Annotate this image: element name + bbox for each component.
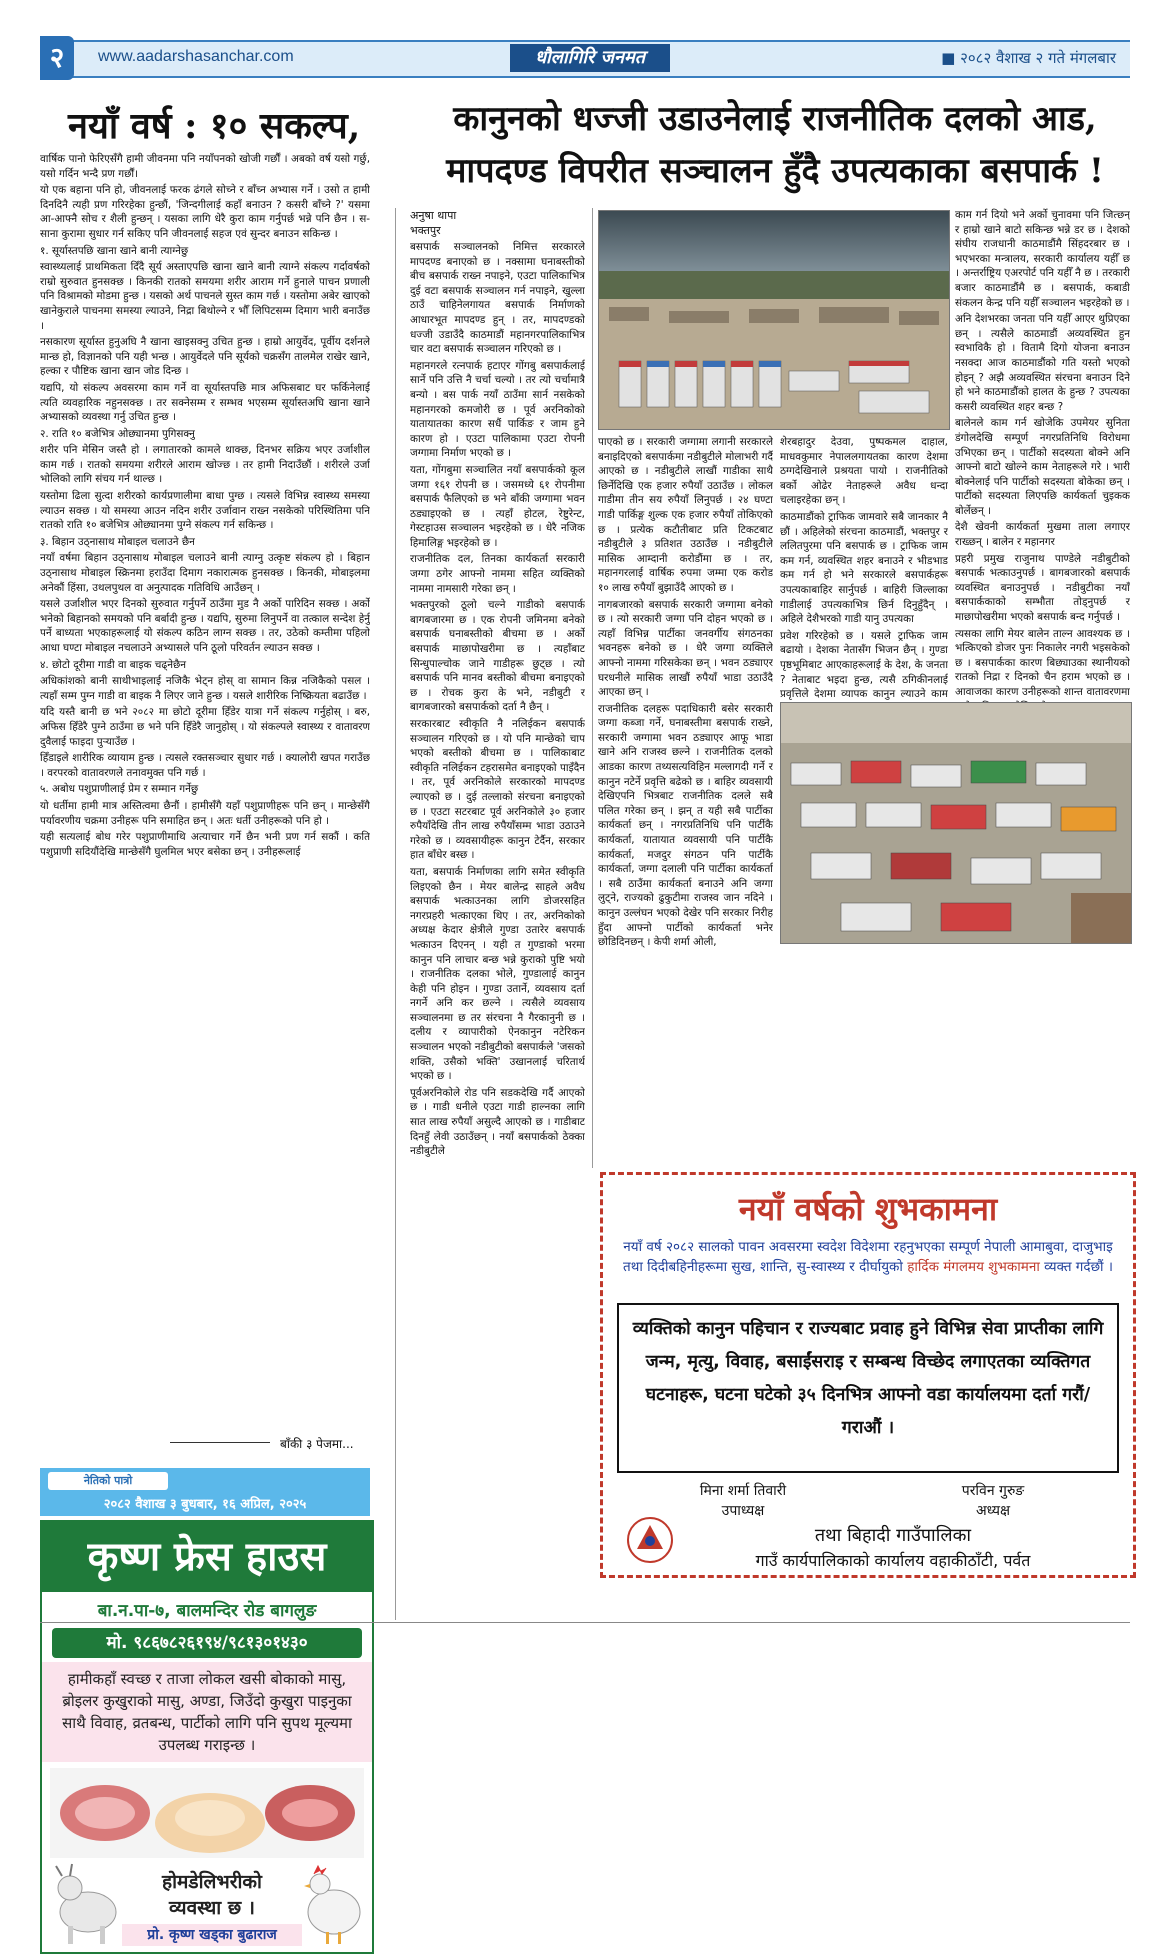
left-article-body — [40, 152, 370, 1430]
main-article-col4 — [955, 208, 1130, 1148]
article-paragraph: यता, बसपार्क निर्माणका लागि समेत स्वीकृति लिइएको छैन । मेयर बालेन्द्र साहले अवैध बसपार्क भत्काउनका लागि डोजरसहित नगरप्रहरी भत्काएका थिए । तर, अरनिकोको अध्यक्ष केदार क्षेत्रीले गुण्डा उतारेर बसपार्क भत्काउन दिएनन् । यही त गुण्डाको भरमा कानुन पनि लाचार बन्छ भन्ने कुराको पुष्टि भयो । राजनीतिक दलका भोले, गुण्डालाई कानुन केही पनि होइन । गुण्डा उतार्ने, व्यवसाय दर्ता नगर्ने अनि कर छल्ने । त्यसैले व्यवसाय सञ्चालनमा छ तर संरचना नै गैरकानुनी छ । दलीय र व्यापारीको ऐनकानुन नटेरिकन सञ्चालन भएको नडीबुटीको बसपार्कले 'जसको शक्ति, उसैको भक्ति' उखानलाई चरितार्थ भएको छ । — [410, 865, 585, 1083]
byline-name: अनुषा थापा — [410, 209, 457, 222]
article-paragraph: यदि यस्तै बानी छ भने २०८२ मा छोटो दूरीमा हिँडेर यात्रा गर्ने संकल्प गर्नुहोस् । बरु, अफिस हिँडेरै पुग्ने ठाउँमा छ भने पनि हिँडेरै जानुहोस् । यो संकल्पले स्वास्थ्य र वातावरण दुवैलाई फाइदा पुऱ्याउँछ । — [40, 706, 370, 748]
meat-shop-ad — [40, 1520, 374, 1954]
page-header — [40, 40, 1130, 78]
article-paragraph: यो धर्तीमा हामी मात्र अस्तित्वमा छैनौं । हामीसँगै यहाँ पशुप्राणीहरू पनि छन् । मान्छेसँगै पर्यावरणीय चक्रमा उनीहरू पनि समाहित छन् । अतः धर्ती उनीहरूको पनि हो । — [40, 799, 370, 827]
website-link[interactable]: www.aadarshasanchar.com — [98, 48, 294, 65]
article-paragraph: शरीर पनि मेसिन जस्तै हो । लगातारको कामले थाक्छ, दिनभर सक्रिय भएर उर्जाशील काम गर्छ । रातको समयमा शरीरले आराम खोज्छ । तर हामी निदाउँछौं । शरीरले उर्जा भोलिको लागि संचय गर्न थाल्छ । — [40, 444, 370, 486]
continued-divider — [170, 1442, 270, 1443]
article-paragraph: यस्तोमा ढिला सुत्दा शरीरको कार्यप्रणालीमा बाधा पुग्छ । त्यसले विभिन्न स्वास्थ्य समस्या ल्याउन सक्छ । यो समस्या आउन नदिन शरीर उर्जावान राख्न नसकेको परिस्थितिमा पनि रातको राति १० बजेभित्र ओछ्यानमा पुग्ने संकल्प गर्न सकिन्छ । — [40, 490, 370, 532]
article-paragraph: पाएको छ । सरकारी जग्गामा लगानी सरकारले बनाइदिएको बसपार्कमा नडीबुटीले मोलाभरी गर्दै आएको छ । नडीबुटीले लाखौं गाडीका साथै छिर्नेदिखि एक हजार रुपैयाँ उठाउँछ । लोकल गाडीमा तीन सय रुपैयाँ लिनुपर्छ । २४ घण्टा गाडी पार्किङ्ग शुल्क एक हजार रुपैयाँ तोकिएको छ । प्रत्येक कटौतीबाट प्रति टिकटबाट नडीबुटीले ३ प्रतिशत उठाउँछ । नडीबुटीले मासिक आम्दानी करोडौंमा छ । तर, महानगरलाई वार्षिक रुपमा जम्मा एक करोड १० लाख रुपैयाँ बुझाउँदै आएको छ । — [598, 436, 773, 594]
person1-name: मिना शर्मा तिवारी — [699, 1483, 787, 1499]
article-byline — [410, 208, 585, 238]
article-paragraph: यही सत्यलाई बोध गरेर पशुप्राणीमाथि अत्याचार गर्ने छैन भनी प्रण गर्न सकौं । कति पशुप्राणी सदियौंदेखि मान्छेसँगै घुलमिल भएर बसेका छन् । उनीहरूलाई — [40, 831, 370, 858]
article-paragraph: स्वास्थ्यलाई प्राथमिकता दिँदै सूर्य अस्ताएपछि खाना खाने बानी त्याग्ने संकल्प गर्दावर्षको राम्रो सुरुवात हुनसक्छ । किनकी रातको समयमा शरीर आराम गर्ने हुनाले पाचन प्रणाली पनि विश्रामको मोडमा हुन्छ । यसको अर्थ पाचनले सुस्त काम गर्छ । यस्तोमा अबेर खाएको खानेकुराले पाचनमा समस्या ल्याउने, निद्रा बिथोल्ने र भौँ लिपिटसम्म दिमाग भारी बनाउँछ । — [40, 261, 370, 332]
article-paragraph: १. सूर्यास्तपछि खाना खाने बानी त्याग्नेछु — [40, 244, 189, 257]
goat-icon — [48, 1862, 128, 1946]
article-paragraph: ४. छोटो दूरीमा गाडी वा बाइक चढ्नेछैन — [40, 658, 187, 671]
calendar-label: नेतिको पात्रो — [48, 1472, 168, 1490]
ad-meat-illustration — [50, 1768, 364, 1858]
bus-park-photo-bottom — [780, 702, 1132, 944]
article-paragraph: यसले उर्जाशील भएर दिनको सुरुवात गर्नुपर्ने ठाउँमा मुड नै अर्को पारिदिन सक्छ । अर्को भनेको बिहानको समयको पनि बर्बादी हुन्छ । यद्यपि, सुरुमा लिनुपर्ने वा तत्काल सन्देश हेर्नु पर्ने बाध्यता भएकाहरूलाई यो संकल्प कठिन लाग्न सक्छ । तर, उठेको कम्तीमा पहिलो आधा घण्टा मोबाइल नचलाउने अभ्यासले पनि ठूलो परिवर्तन ल्याउन सक्छ । — [40, 598, 370, 654]
calendar-date: २०८२ वैशाख ३ बुधबार, १६ अप्रिल, २०२५ — [103, 1497, 307, 1512]
article-paragraph: यता, गोंगबुमा सञ्चालित नयाँ बसपार्कको कूल जग्गा १६१ रोपनी छ । जसमध्ये ६१ रोपनीमा बसपार्क फैलिएको छ भने बाँकी जग्गामा भवन ठड्याइएको छ । त्यहाँ होटल, रेष्टुरेन्ट, गेस्टहाउस सञ्चालन भइरहेको छ । धेरै नजिक हिमालिङ्ग भइरहेको छ । — [410, 463, 585, 549]
registration-notice — [617, 1303, 1119, 1473]
main-article-col1 — [410, 240, 585, 1620]
calendar-strip — [40, 1468, 370, 1516]
article-paragraph: महानगरले रत्नपार्क हटाएर गोंगबु बसपार्कलाई सार्ने पनि उत्ति नै चर्चा चल्यो । तर त्यो चर्चामात्रै बन्यो । बस पार्क नयाँ ठाउँमा सार्न नसकेको महानगरको कमजोरी छ । पूर्व अरनिकोको यातायातका कारण सधैं पार्किङ र जाम हुने कारण हो । एउटा पालिकामा एउटा रोपनी जग्गामा निर्माण भएको छ । — [410, 359, 585, 460]
org-line2: गाउँ कार्यपालिकाको कार्यालय वहाकीठाँटी, पर्वत — [755, 1551, 1031, 1570]
article-paragraph: अनि देशभरका जनता पनि यहीँ आएर थुप्रिएका छन् । त्यसैले काठमाडौं अव्यवस्थित हुन स्वभाविकै हो । वितामै दिगो योजना बनाउन नसक्दा आज काठमाडौंको गति यस्तो भएको होइन् ? अझै अव्यवस्थित संरचना बनाउन दिने हो भने काठमाडौंको हालत के हुन्छ ? उपत्यका कसरी व्यवस्थित शहर बन्छ ? — [955, 313, 1130, 413]
article-paragraph: सरकारबाट स्वीकृति नै नलिईकन बसपार्क सञ्चालन गरिएको छ । यो पनि मान्छेको चाप भएको बस्तीको बीचमा छ । पालिकाबाट स्वीकृति नलिईकन टहरासमेत बनाइएको पाइँदैन । तर, पूर्व अरनिकोले सरकारको मापदण्ड ल्याएको छ । दुई तल्लाको संरचना बनाइएको छ । एउटा सटरबाट पूर्व अरनिकोले ३० हजार रुपैयाँदेखि तीन लाख रुपैयाँसम्म भाडा उठाउने गरेको छ । व्यवसायीहरू कानुन टेर्दैन, सरकार हात बाँधेर बस्छ । — [410, 718, 585, 862]
chicken-icon — [298, 1860, 368, 1946]
wish-text-end: व्यक्त गर्दछौं । — [1044, 1259, 1113, 1275]
column-divider — [592, 208, 593, 1168]
main-article-col2 — [598, 435, 773, 1165]
left-article-title: नयाँ वर्ष : १० सकल्प, — [68, 105, 361, 147]
article-paragraph: काठमाडौंको ट्राफिक जामवारे सबै जानकार नै छौं । अहिलेको संरचना काठमाडौं, भक्तपुर र ललितपुरमा पनि बसपार्क छ । ट्राफिक जाम कम गर्न, व्यवस्थित शहर बनाउने र भीडभाड कम गर्न हो भने सरकारले बसपार्कहरू उपत्यकाबाहिर सार्नुपर्छ । बाहिरी जिल्लाका गाडीलाई उपत्यकाभित्र छिर्न दिनुहुँदैन् । अहिले देशैभरको गाडी यानु उपत्यका — [780, 510, 948, 626]
article-paragraph: नयाँ वर्षमा बिहान उठ्नासाथ मोबाइल चलाउने बानी त्याग्नु उत्कृष्ट संकल्प हो । बिहान उठ्नासाथ मोबाइल स्क्रिनमा हराउँदा दिमाग नकारात्मक हुनसक्छ । किनकी, मोबाइलमा अनेकौं हिंसा, उथलपुथल वा अनुत्पादक गतिविधि आउँछन् । — [40, 552, 370, 594]
article-paragraph: २. राति १० बजेभित्र ओछ्यानमा पुगिसक्नु — [40, 427, 195, 440]
wish-text — [619, 1237, 1117, 1277]
byline-place: भक्तपुर — [410, 224, 441, 237]
main-headline-line1: कानुनको धज्जी उडाउनेलाई राजनीतिक दलको आड, — [453, 99, 1097, 139]
person2-title: अध्यक्ष — [975, 1503, 1011, 1519]
article-paragraph: यद्यपि, यो संकल्प अवसरमा काम गर्ने वा सूर्यास्तपछि मात्र अफिसबाट घर फर्किनेलाई त्यति व्यवहारिक नहुनसक्छ । तर सक्नेसम्म र सम्भव भएसम्म सूर्यास्तअघि खाना खाने अभ्यासको व्यवस्था गर्नु उचित हुन्छ । — [40, 381, 370, 424]
ad-phone: मो. ९८६७८२६१९४/९८१३०१४३० — [52, 1628, 362, 1658]
ad-shop-name: कृष्ण फ्रेस हाउस — [42, 1522, 372, 1592]
main-headline-line2: मापदण्ड विपरीत सञ्चालन हुँदै उपत्यकाका बसपार्क ! — [446, 151, 1104, 191]
ad-delivery-line2: व्यवस्था छ । — [169, 1897, 255, 1919]
person2-name: परविन गुरुङ — [961, 1483, 1025, 1499]
article-paragraph: देशै खेवनी कार्यकर्ता मुखमा ताला लगाएर राख्छन् । बालेन र महानगर — [955, 521, 1130, 549]
masthead-logo: धौलागिरि जनमत — [510, 44, 670, 72]
footer-rule — [40, 1622, 1130, 1623]
article-paragraph: भक्तपुरको ठूलो चल्ने गाडीको बसपार्क बागबजारमा छ । एक रोपनी जमिनमा बनेको बसपार्क घनाबस्तीको बीचमा छ । अर्को बसपार्क माछापोखरीमा छ । त्यहाँबाट सिन्धुपाल्चोक जाने गाडीहरू छुट्छ । त्यो बसपार्क पनि मानव बस्तीको बीचमा बनाइएको छ । रोचक कुरा के भने, नडीबुटी र बागबजारको बसपार्कको दर्ता नै छैन् । — [410, 599, 585, 714]
article-paragraph: राजनीतिक दलहरू पदाधिकारी बसेर सरकारी जग्गा कब्जा गर्ने, घनाबस्तीमा बसपार्क राख्ने, सरकारी जग्गामा भवन ठड्याएर आफू भाडा खाने अनि राजस्व छल्ने । राजनीतिक दलको आडका कारण तथ्यसत्यविहिन मल्लागदी गर्ने र कानुन नटेर्ने प्रवृत्ति बढेको छ । बाहिर व्यवसायी देखिएपनि भित्रबाट राजनीतिक दलले सबै पलित गरेका छन् । झन् त यही सबै पार्टीका कार्यकर्ता छन् । नगरप्रतिनिधि पनि पार्टीकै कार्यकर्ता, यातायात व्यवसायी पनि पार्टीकै कार्यकर्ता, मजदुर संगठन पनि पार्टीकै कार्यकर्ता, जग्गा दलाली पनि पार्टीका कार्यकर्ता । सबै ठाउँमा कार्यकर्ता बनाउने अनि जग्गा लुट्ने, राज्यको ढुकुटीमा राजस्व जान नदिने । कानुन उल्लंघन भएको देखेर पनि सरकार निरीह हुँदा आफ्नो पार्टीको कार्यकर्ता भनेर छोडिदिनछन् । केपी शर्मा ओली, — [598, 702, 773, 949]
article-paragraph: त्यसका लागि मेयर बालेन ताल्न आवश्यक छ । भत्किएको डोजर पुनः निकालेर नगरी भइसकेको छ । बसपार्कका कारण बिछ्याउका स्थानीयको रातको निद्रा र दिनको चैन हराम भएको छ । आवाजका कारण उनीहरूको शान्त वातावरणमा — [955, 627, 1130, 698]
page-number: २ — [40, 36, 74, 80]
article-paragraph: प्रवेश गरिरहेको छ । यसले ट्राफिक जाम बढायो । देशका नेतासँग भिजन छैन् । गुण्डा पृष्ठभूमिबाट आएकाहरूलाई के देश, के जनता ? नेताबाट भइदा हुन्छ, त्यसै ठगिकीनलाई प्रवृत्तिले देशमा व्यापक कानुन ल्याउने काम — [780, 629, 948, 701]
wish-text-main: नयाँ वर्ष २०८२ सालको पावन अवसरमा स्वदेश विदेशमा रहनुभएका सम्पूर्ण नेपाली आमाबुवा, दाजुभाइ तथा दिदीबहिनीहरूमा सुख, शान्ति, सु-स्वास्थ्य र दीर्घायुको — [623, 1239, 1113, 1275]
new-year-wish-box — [600, 1172, 1136, 1578]
org-line1: तथा बिहादी गाउँपालिका — [814, 1525, 972, 1546]
article-paragraph: हिँडाइले शारीरिक व्यायाम हुन्छ । त्यसले रक्तसञ्चार सुधार गर्छ । क्यालोरी खपत गराउँछ । वरपरको वातावरणले तनावमुक्त पनि गर्छ । — [40, 752, 370, 779]
article-paragraph: ३. बिहान उठ्नासाथ मोबाइल चलाउने छैन — [40, 535, 195, 548]
issue-date: ■ २०८२ वैशाख २ गते मंगलबार — [941, 49, 1116, 67]
ad-address: बा.न.पा-७, बालमन्दिर रोड बागलुङ — [97, 1601, 317, 1621]
ad-delivery-line1: होमडेलिभरीको — [162, 1871, 262, 1893]
ad-description: हामीकहाँ स्वच्छ र ताजा लोकल खसी बोकाको मासु, ब्रोइलर कुखुराको मासु, अण्डा, जिउँदो कुखुरा पाइनुका साथै विवाह, व्रतबन्ध, पार्टीको लागि पनि सुपथ मूल्यमा उपलब्ध गराइन्छ । — [42, 1662, 372, 1762]
person1-title: उपाध्यक्ष — [721, 1503, 765, 1519]
article-paragraph: प्रहरी प्रमुख राजुनाथ पाण्डेले नडीबुटीको बसपार्क भत्काउनुपर्छ । बागबजारको बसपार्क व्यवस्थित बनाउनुपर्छ । नडीबुटीका नयाँ बसपार्ककाको सम्भौता तोड्नुपर्छ र माछापोखरीमा भएको बसपार्क बन्द गर्नुपर्छ । — [955, 552, 1130, 624]
continued-note[interactable]: बाँकी ३ पेजमा... — [280, 1437, 354, 1451]
bus-park-photo-top — [598, 210, 950, 430]
wish-title: नयाँ वर्षको शुभकामना — [738, 1190, 998, 1228]
article-paragraph: यो एक बहाना पनि हो, जीवनलाई फरक ढंगले सोच्ने र बाँच्न अभ्यास गर्ने । उसो त हामी दिनदिनै त्यही प्रण गरिरहेका हुन्छौं, 'जिन्दगीलाई कहाँ बनाउन ? कसरी बाँच्ने ?' यसमा आ-आफ्नै सोच र शैली हुन्छन् । यसका लागि धेरै कुरा काम गर्नुपर्छ भन्ने पनि छैन । स-साना कुरामा सुधार गर्न सकिए पनि जीवनलाई सहज एवं सुन्दर बनाउन सकिन्छ । — [40, 184, 370, 240]
article-paragraph: अधिकांशको बानी साथीभाइलाई नजिकै भेट्न होस् वा सामान किन्न नजिकैको पसल । त्यहाँ सम्म पुग्न गाडी वा बाइक नै लिएर जाने हुन्छ । यसले शारीरिक निष्क्रियता बढाउँछ । — [40, 675, 370, 702]
nepal-emblem-icon — [625, 1515, 675, 1565]
article-paragraph: पूर्वअरनिकोले रोड पनि सडकदेखि गर्दै आएको छ । गाडी धनीले एउटा गाडी हाल्नका लागि सात लाख रुपैयाँ असुल्दै आएको छ । गाडीबाट दिनहुँ लेवी उठाउँछन् । नयाँ बसपार्कको ठेक्का नडीबुटीले — [410, 1086, 585, 1158]
article-paragraph: नसकारण सूर्यास्त हुनुअघि नै खाना खाइसक्नु उचित हुन्छ । हाम्रो आयुर्वेद, पूर्वीय दर्शनले मान्छ हो, विज्ञानको पनि यही भन्छ । आयुर्वेदले पनि सूर्यको चक्रसँग तालमेल राखेर खाने, हल्का र पौष्टिक खाना खान जोड दिन्छ । — [40, 336, 370, 378]
wish-text-highlight: हार्दिक मंगलमय शुभकामना — [907, 1259, 1040, 1275]
article-paragraph: वार्षिक पानो फेरिएसँगै हामी जीवनमा पनि नयाँपनको खोजी गर्छौं । अबको वर्ष यसो गर्छु, यसो गर्दिन भन्दै प्रण गर्छौं। — [40, 153, 370, 180]
registration-notice-text: व्यक्तिको कानुन पहिचान र राज्यबाट प्रवाह हुने विभिन्न सेवा प्राप्तीका लागि जन्म, मृत्यु, विवाह, बसाईंसराइ र सम्बन्ध विच्छेद लगाएतका व्यक्तिगत घटनाहरू, घटना घटेको ३५ दिनभित्र आफ्नो वडा कार्यालयमा दर्ता गरौं/गराऔं । — [632, 1319, 1104, 1438]
column-divider — [395, 208, 396, 1620]
article-paragraph: राजनीतिक दल, तिनका कार्यकर्ता सरकारी जग्गा ठगेर आफ्नो नाममा सहित व्यक्तिको नाममा नामसारी गरेका छन् । — [410, 553, 585, 595]
ad-proprietor: प्रो. कृष्ण खड्का बुढाराज — [122, 1924, 302, 1946]
article-paragraph: ५. अबोध पशुप्राणीलाई प्रेम र सम्मान गर्नेछु — [40, 783, 199, 796]
article-paragraph: बालेनले काम गर्न खोजेकि उपमेयर सुनिता डंगोलदेखि सम्पूर्ण नगरप्रतिनिधि विरोधमा उभिएका छन् । पार्टीको सदस्यता बोक्ने अनि आफ्नो बाटो खोल्ने काम नेताहरूले गरे । भारी बोक्नेलाई पनि पार्टीको सदस्यता बोकेका छन् । पार्टीको सदस्यता लिएपछि कार्यकर्ता चुइकक बोर्लेछन् । — [955, 417, 1130, 517]
article-paragraph: बसपार्क सञ्चालनको निमित्त सरकारले मापदण्ड बनाएको छ । नक्सामा घनाबस्तीको बीच बसपार्क राख्न नपाइने, एउटा पालिकाभित्र दुई वटा बसपार्क सञ्चालन गर्न नपाइने, खुल्ला ठाउँ चाहिनेलगायत बसपार्क निर्माणको आधारभूत मापदण्ड हुन् । तर, मापदण्डको धज्जी उडाउँदै काठमाडौं महानगरपालिकाभित्र चार वटा बसपार्क सञ्चालन गरिएको छ । — [410, 241, 585, 356]
article-paragraph: काम गर्न दियो भने अर्को चुनावमा पनि जित्छन् र हाम्रो खाने बाटो सकिन्छ भन्ने डर छ । देशको संघीय राजधानी काठमाडौंमै सिंहदरबार छ । भएभरका मन्त्रालय, सरकारी कार्यालय यहीँ छ । अन्तर्राष्ट्रिय एअरपोर्ट पनि यहीँ नै छ । तरकारी बजार काठमाडौंमै छ । बसपार्क, कबाडी संकलन केन्द्र पनि यहीँ सञ्चालन भइरहेको छ । — [955, 209, 1130, 309]
article-paragraph: शेरबहादुर देउवा, पुष्पकमल दाहाल, माधवकुमार नेपाललगायतका कारण देशमा ठग्गदेखिनाले प्रश्रयता पायो । राजनीतिको बर्को ओढेर नेताहरूले अवैध धन्दा चलाइरहेका छन् । — [780, 436, 948, 507]
article-paragraph: नागबजारको बसपार्क सरकारी जग्गामा बनेको छ । त्यो सरकारी जग्गा पनि दोहन भएको छ । त्यहाँ विभिन्न पार्टीका जनवर्गीय संगठनका भवनहरू बनेको छ । धेरै जग्गा व्यक्तिले आफ्नो नाममा गरिसकेका छन् । भवन ठड्याएर घरधनीले मासिक लाखौं रुपैयाँ भाडा उठाउँदै आएका छन् । — [598, 598, 773, 699]
